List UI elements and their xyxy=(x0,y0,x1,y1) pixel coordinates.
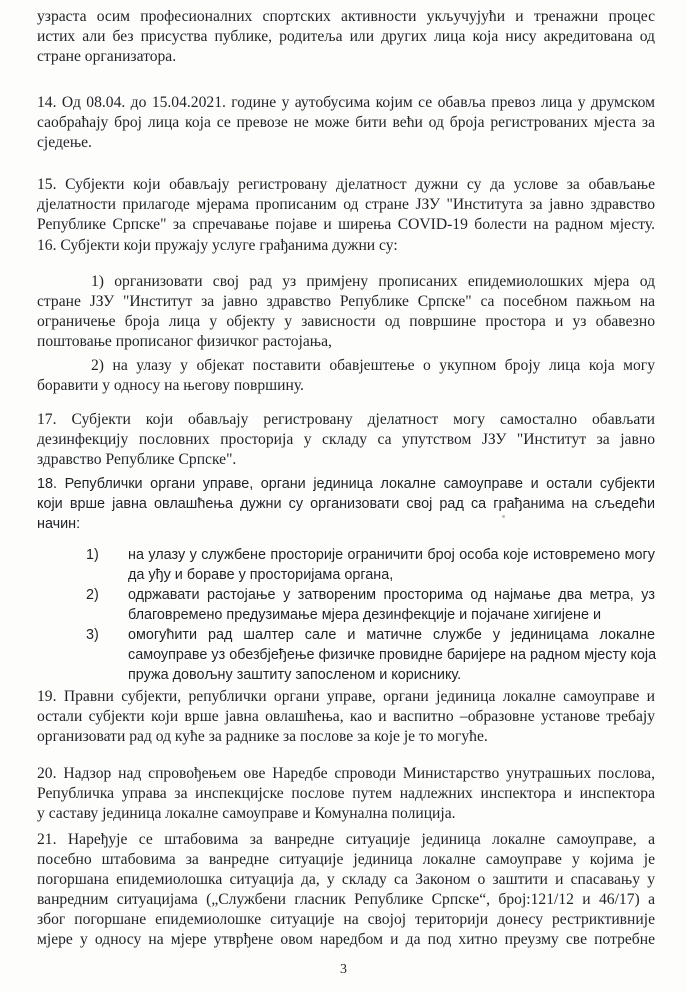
paragraph-21 xyxy=(37,830,655,950)
text-line: одржавати растојање у затвореним просторима од најмање два метра, уз xyxy=(128,587,655,603)
text-line: боравити у односу на његову површину. xyxy=(37,377,304,394)
text-line: посебно штабовима за ванредне ситуације јединица локалне самоуправе у којима је xyxy=(37,851,655,868)
text-line: омогућити рад шалтер сале и матичне службе у јединицама локалне xyxy=(128,627,655,643)
paragraph-18-list xyxy=(86,545,655,685)
text-line: пружа довољну заштиту запосленом и кориснику. xyxy=(128,667,462,683)
text-line: начин: xyxy=(37,516,81,532)
paragraph-18 xyxy=(37,474,655,534)
text-line: дезинфекцију пословних просторија у складу са упутством ЈЗУ "Институт за јавно xyxy=(37,431,655,448)
text-line: Републике Српске" за спречавање појаве и ширења COVID-19 болести на радном мјесту. xyxy=(37,216,655,233)
text-line: 19. Правни субјекти, републички органи управе, органи јединица локалне самоуправе и xyxy=(37,688,655,705)
text-line: због погоршане епидемиолошке ситуације на својој територији донесу рестриктивније xyxy=(37,911,655,928)
page-number: 3 xyxy=(340,962,347,977)
list-item xyxy=(86,585,655,625)
text-line: 14. Од 08.04. до 15.04.2021. године у аутобусима којим се обавља превоз лица у друмском xyxy=(37,94,655,111)
paragraph-17 xyxy=(37,410,655,470)
text-line: ванредним ситуацијама („Службени гласник Републике Српске“, број:121/12 и 46/17) а xyxy=(37,891,655,908)
text-line: стране организатора. xyxy=(37,48,177,65)
text-line: мјере у односу на мјере утврђене овом наредбом и да под хитно преузму све потребне xyxy=(37,931,655,948)
text-line: организовати рад од куће за раднике за послове за које је то могуће. xyxy=(37,728,488,745)
text-line: дјелатности прилагоде мјерама прописаним од стране ЈЗУ "Института за јавно здравство xyxy=(37,196,655,213)
text-line: 15. Субјекти који обављају регистровану дјелатност дужни су да услове за обављање xyxy=(37,176,655,193)
text-line: саобраћају број лица која се превозе не може бити већи од броја регистрованих мјеста за xyxy=(37,114,655,131)
text-line: који врше јавна овлашћења дужни су организовати свој рад са грађанима на сљедећи xyxy=(37,496,655,512)
text-line: 2) на улазу у објекат поставити обавјештење о укупном броју лица која могу xyxy=(91,357,655,374)
list-item xyxy=(86,545,655,585)
text-line: Републичка управа за инспекцијске послове путем надлежних инспектора и инспектора xyxy=(37,785,655,802)
text-line: 21. Наређује се штабовима за ванредне ситуације јединица локалне самоуправе, а xyxy=(37,831,655,848)
text-line: 16. Субјекти који пружају услуге грађанима дужни су: xyxy=(37,237,398,254)
list-number: 2) xyxy=(86,587,99,603)
text-line: самоуправе уз обезбјеђење физичке провидне баријере на радном мјесту која xyxy=(128,647,657,663)
text-line: благовремено предузимање мјера дезинфекције и појачане хигијене и xyxy=(128,607,601,623)
text-line: сједење. xyxy=(37,134,92,151)
paragraph-13-continuation xyxy=(37,7,655,67)
text-line: да уђу и бораве у просторијама органа, xyxy=(128,567,394,583)
text-line: на улазу у службене просторије ограничити број особа које истовремено могу xyxy=(128,547,655,563)
text-line: у саставу јединица локалне самоуправе и Комунална полиција. xyxy=(37,805,456,822)
paragraph-16-item-1 xyxy=(37,272,655,352)
text-line: 17. Субјекти који обављају регистровану дјелатност могу самостално обављати xyxy=(37,411,655,428)
text-line: 20. Надзор над спровођењем ове Наредбе спроводи Министарство унутрашњих послова, xyxy=(37,765,655,782)
text-line: здравство Републике Српске". xyxy=(37,451,237,468)
text-line: остали субјекти који врше јавна овлашћења, као и васпитно –образовне установе требају xyxy=(37,708,655,725)
list-number: 1) xyxy=(86,547,99,563)
text-line: ограничење броја лица у објекту у зависности од површине простора и уз обавезно xyxy=(37,313,655,330)
text-line: истих али без присуства публике, родитеља или других лица која нису акредитована од xyxy=(37,28,655,45)
paragraph-19 xyxy=(37,687,655,747)
paragraph-20 xyxy=(37,764,655,824)
text-line: 18. Републички органи управе, органи јединица локалне самоуправе и остали субјекти xyxy=(37,476,655,492)
text-line: погоршана епидемиолошка ситуација да, у складу са Законом о заштити и спасавању у xyxy=(37,871,655,888)
paragraph-14 xyxy=(37,93,655,153)
paragraph-16 xyxy=(37,236,655,256)
text-line: 1) организовати свој рад уз примјену прописаних епидемиолошких мјера од xyxy=(91,273,655,290)
scan-speck xyxy=(502,515,505,518)
text-line: поштовање прописаног физичког растојања, xyxy=(37,333,332,350)
paragraph-16-item-2 xyxy=(37,356,655,396)
text-line: стране ЈЗУ "Институт за јавно здравство Републике Српске" са посебном пажњом на xyxy=(37,293,655,310)
text-line: узраста осим професионалних спортских активности укључујући и тренажни процес xyxy=(37,8,655,25)
list-number: 3) xyxy=(86,627,99,643)
list-item xyxy=(86,625,655,685)
paragraph-15 xyxy=(37,175,655,235)
